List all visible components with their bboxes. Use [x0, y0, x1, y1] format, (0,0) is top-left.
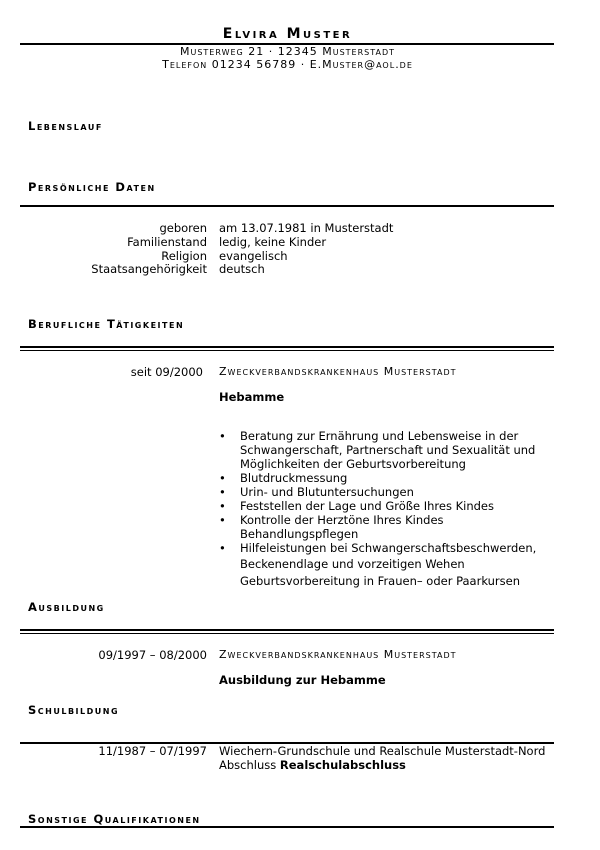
school-date: 11/1987 – 07/1997	[98, 744, 207, 758]
job-title: Hebamme	[219, 390, 285, 404]
bullet-icon: •	[219, 485, 226, 499]
personal-label: Religion	[161, 249, 207, 263]
education-institution: Zweckverbandskrankenhaus Musterstadt	[219, 648, 457, 661]
personal-value: ledig, keine Kinder	[219, 235, 327, 249]
section-heading-jobs: Berufliche Tätigkeiten	[28, 317, 185, 331]
task-item: • Feststellen der Lage und Größe Ihres Kindes	[219, 499, 494, 513]
school-degree: Abschluss Realschulabschluss	[219, 758, 406, 772]
contact-line: Telefon 01234 56789 · E.Muster@aol.de	[162, 58, 413, 71]
task-item: • Kontrolle der Herztöne Ihres Kindes	[219, 513, 444, 527]
school-name: Wiechern-Grundschule und Realschule Musterstadt-Nord	[219, 744, 546, 758]
section-heading-lebenslauf: Lebenslauf	[28, 119, 103, 133]
personal-value: am 13.07.1981 in Musterstadt	[219, 221, 394, 235]
bullet-icon: •	[219, 513, 226, 527]
section-rule	[20, 205, 554, 207]
section-heading-other: Sonstige Qualifikationen	[28, 812, 201, 826]
bullet-icon: •	[219, 541, 226, 555]
section-rule	[20, 826, 554, 828]
education-title: Ausbildung zur Hebamme	[219, 673, 386, 687]
personal-label: geboren	[159, 221, 207, 235]
personal-label: Familienstand	[127, 235, 207, 249]
bullet-icon: •	[219, 499, 226, 513]
job-employer: Zweckverbandskrankenhaus Musterstadt	[219, 365, 457, 378]
personal-label: Staatsangehörigkeit	[91, 262, 207, 276]
task-item: • Beratung zur Ernährung und Lebensweise in der Schwangerschaft, Partnerschaft und Sexualität und Möglichkeiten der Geburtsvorbereitung	[219, 429, 536, 471]
section-heading-education: Ausbildung	[28, 600, 105, 614]
personal-value: deutsch	[219, 262, 265, 276]
job-date: seit 09/2000	[130, 365, 203, 379]
task-item: • Blutdruckmessung	[219, 471, 348, 485]
section-heading-personal: Persönliche Daten	[28, 180, 156, 194]
section-heading-school: Schulbildung	[28, 703, 120, 717]
task-list	[219, 429, 549, 588]
personal-value: evangelisch	[219, 249, 288, 263]
task-item: • Hilfeleistungen bei Schwangerschaftsbeschwerden,	[219, 541, 537, 555]
task-item: Beckenendlage und vorzeitigen Wehen	[240, 557, 465, 571]
bullet-icon: •	[219, 429, 226, 443]
section-double-rule	[20, 629, 554, 634]
applicant-name: Elvira Muster	[222, 26, 353, 42]
task-item: Behandlungspflegen	[240, 527, 359, 541]
education-date: 09/1997 – 08/2000	[98, 648, 207, 662]
task-item: • Urin- und Blutuntersuchungen	[219, 485, 414, 499]
bullet-icon: •	[219, 471, 226, 485]
section-double-rule	[20, 346, 554, 351]
task-item: Geburtsvorbereitung in Frauen– oder Paarkursen	[240, 574, 520, 588]
address-line: Musterweg 21 · 12345 Musterstadt	[179, 45, 396, 58]
